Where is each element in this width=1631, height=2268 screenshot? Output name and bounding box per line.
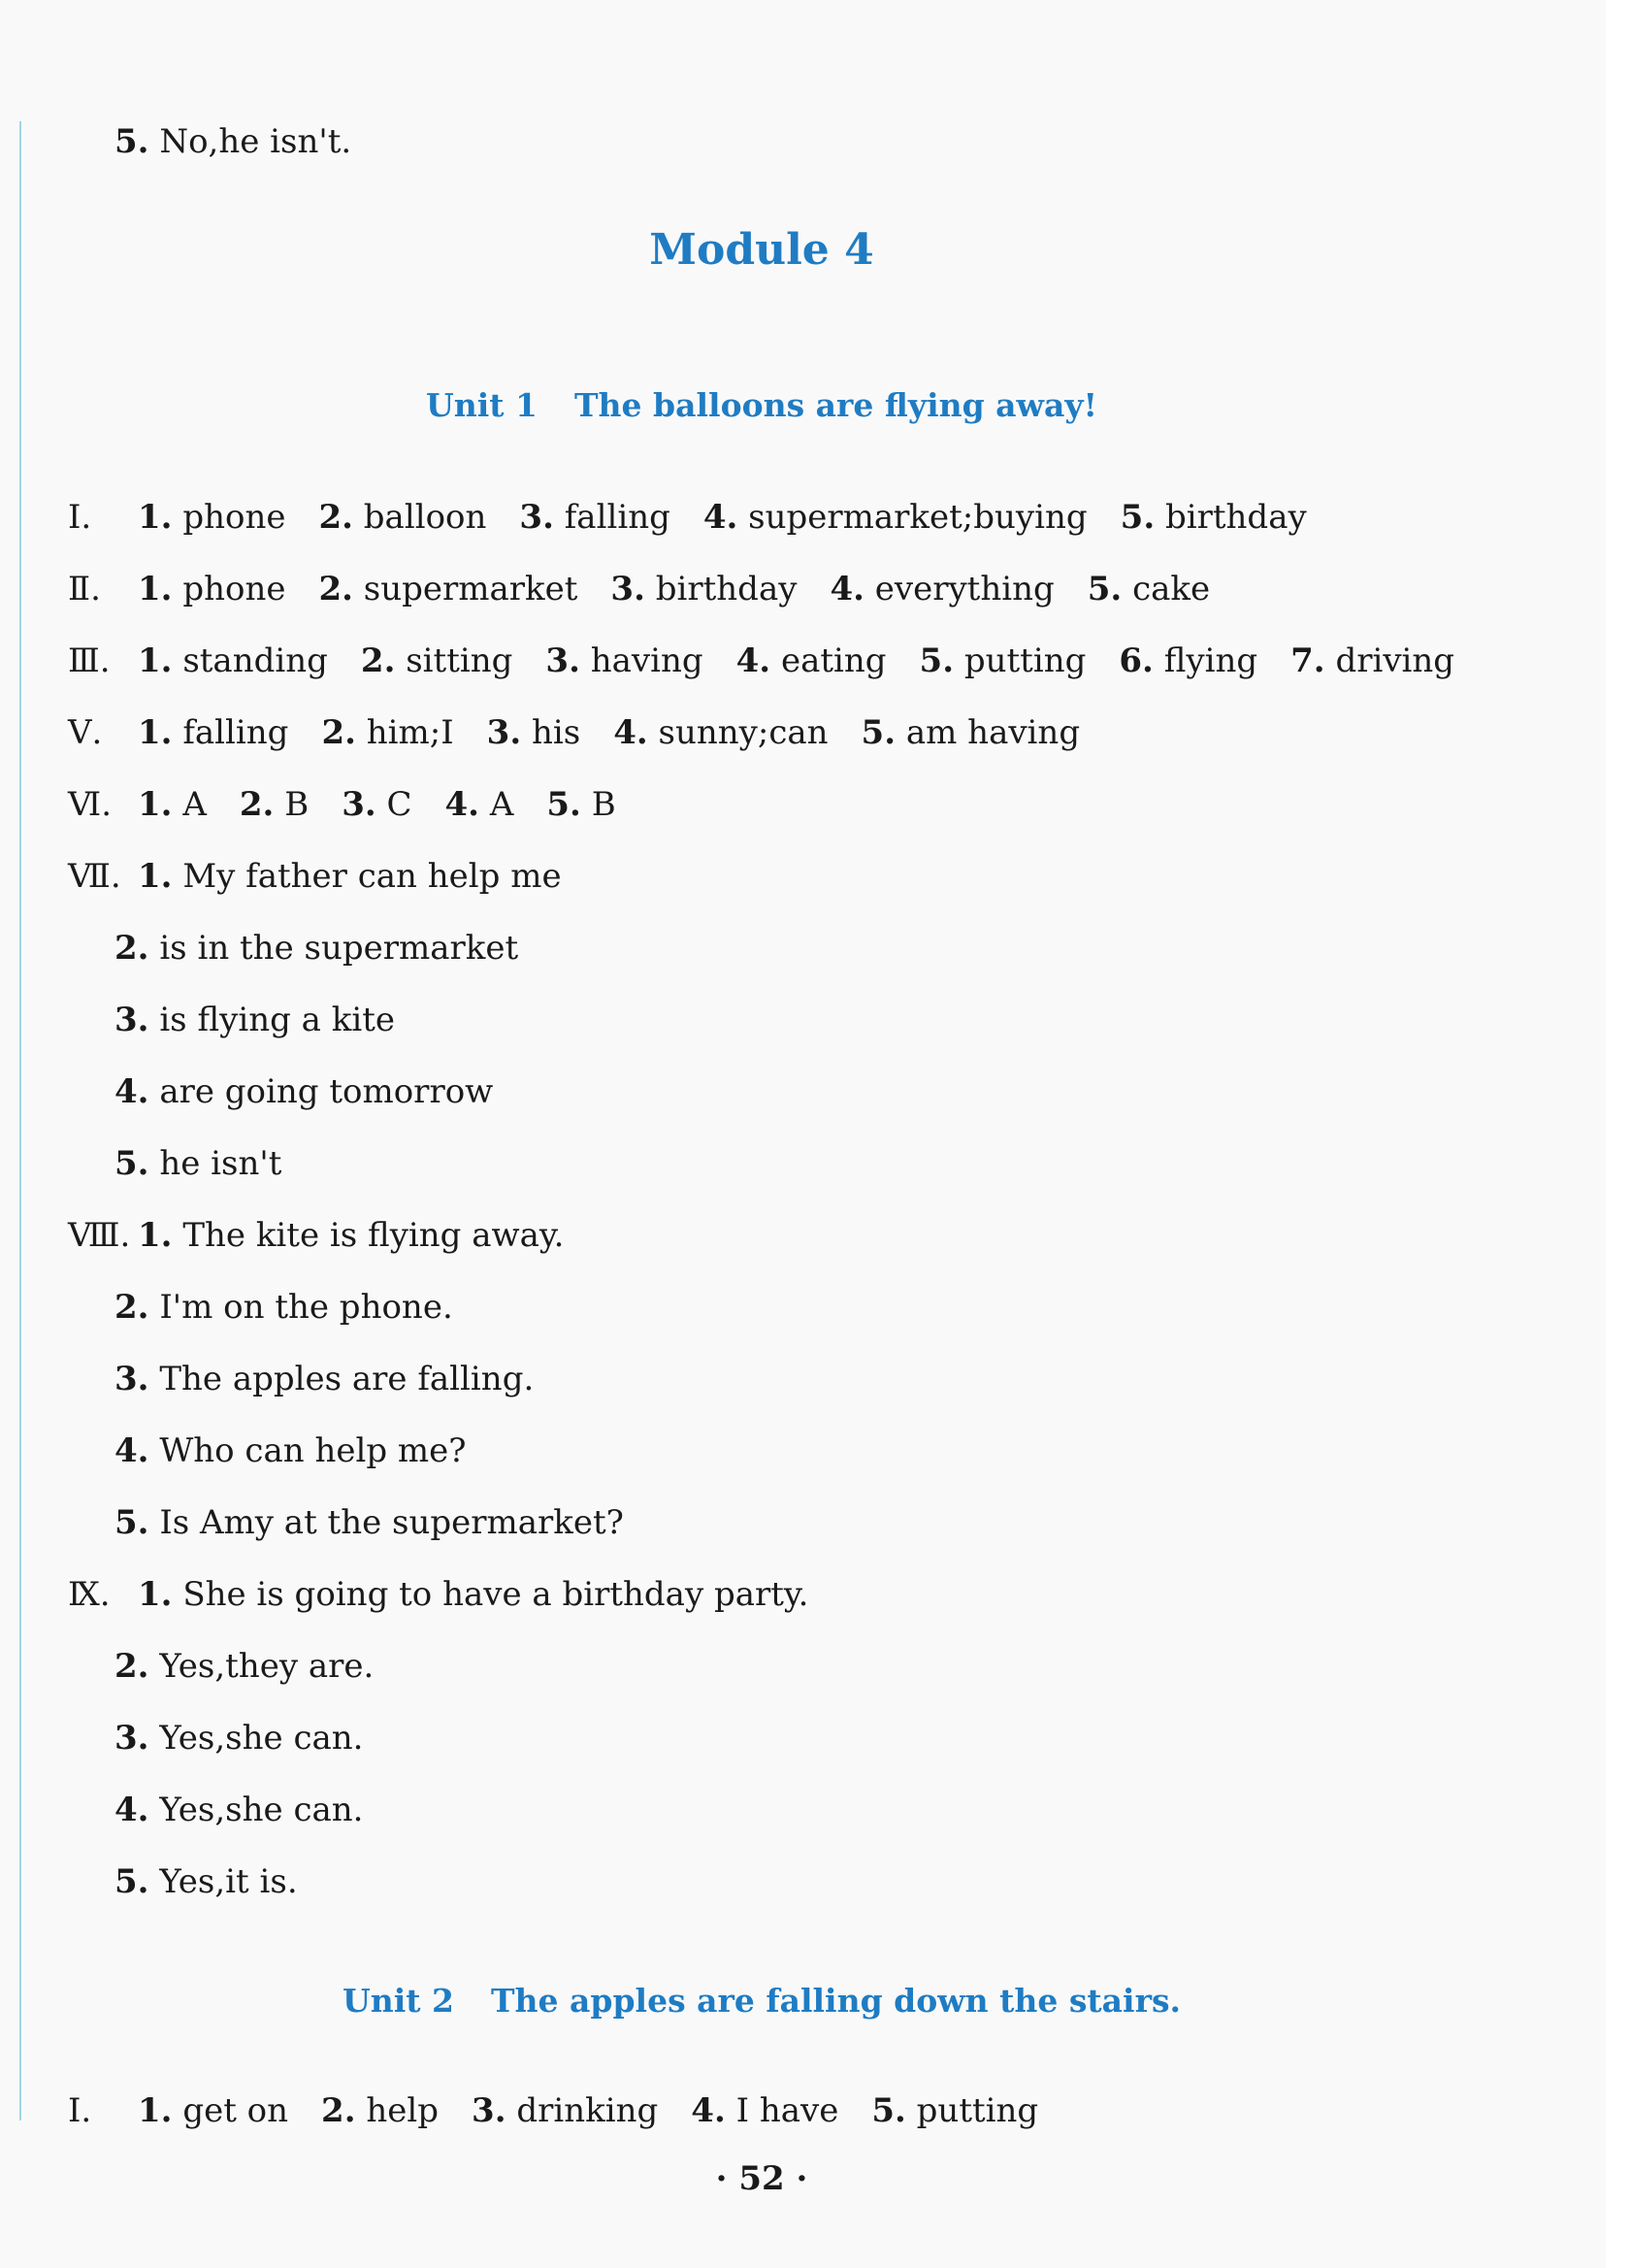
section-numeral: Ⅰ. <box>68 2091 92 2130</box>
item-number: 4. <box>691 2091 726 2130</box>
answer-item <box>920 641 1087 680</box>
section-line <box>68 497 1307 538</box>
item-number: 3. <box>114 1719 149 1758</box>
item-number: 2. <box>114 929 149 968</box>
section-numeral: Ⅸ. <box>68 1575 111 1614</box>
answer-item <box>1119 641 1257 680</box>
item-number: 1. <box>138 1216 173 1255</box>
section-line <box>68 2090 1038 2131</box>
item-number: 5. <box>114 1862 149 1901</box>
item-number: 1. <box>138 2091 173 2130</box>
answer-line <box>114 1790 363 1830</box>
item-text: his <box>531 713 581 752</box>
item-text: am having <box>905 713 1081 752</box>
item-text: standing <box>182 641 328 680</box>
item-number: 3. <box>519 498 554 537</box>
answer-item <box>736 641 887 680</box>
answer-line <box>114 1071 493 1112</box>
item-number: 1. <box>138 498 173 537</box>
item-text: is in the supermarket <box>159 929 519 968</box>
item-number: 2. <box>239 785 275 824</box>
item-text: Who can help me? <box>159 1431 467 1470</box>
answer-item <box>487 713 581 752</box>
item-number: 3. <box>545 641 580 680</box>
item-text: birthday <box>655 570 798 608</box>
item-text: No,he isn't. <box>159 122 352 161</box>
item-number: 5. <box>1087 570 1123 608</box>
item-text: supermarket;buying <box>748 498 1088 537</box>
item-text: I'm on the phone. <box>159 1288 453 1327</box>
unit-label: Unit 1 <box>425 386 538 424</box>
item-text: driving <box>1335 641 1455 680</box>
item-text: C <box>386 785 412 824</box>
page-number: · 52 · <box>715 2159 808 2198</box>
answer-line <box>114 1646 374 1687</box>
item-text: B <box>591 785 616 824</box>
section-numeral: Ⅷ. <box>68 1216 131 1255</box>
answer-line <box>114 1718 363 1759</box>
section-numeral: Ⅵ. <box>68 785 113 824</box>
answer-item <box>1290 641 1454 680</box>
item-text: him;I <box>366 713 454 752</box>
item-text: falling <box>182 713 289 752</box>
item-text: drinking <box>516 2091 659 2130</box>
answer-item <box>321 713 453 752</box>
item-text: Yes,she can. <box>159 1791 364 1829</box>
item-number: 1. <box>138 641 173 680</box>
item-text: birthday <box>1164 498 1307 537</box>
item-text: get on <box>182 2091 289 2130</box>
answer-item <box>138 570 285 608</box>
item-number: 4. <box>114 1791 149 1829</box>
item-number: 2. <box>114 1647 149 1686</box>
answer-item <box>138 641 328 680</box>
item-number: 3. <box>342 785 376 824</box>
item-text: putting <box>963 641 1087 680</box>
answer-line <box>114 1861 298 1902</box>
section-numeral: Ⅶ. <box>68 857 121 896</box>
item-text: eating <box>780 641 887 680</box>
item-number: 4. <box>114 1431 149 1470</box>
answer-item <box>472 2091 658 2130</box>
item-text: flying <box>1163 641 1258 680</box>
answer-item <box>1088 570 1210 608</box>
answer-item <box>703 498 1088 537</box>
item-text: supermarket <box>363 570 578 608</box>
item-text: B <box>284 785 310 824</box>
answer-item <box>138 785 207 824</box>
answer-item <box>138 498 285 537</box>
item-number: 4. <box>702 498 738 537</box>
item-number: 1. <box>138 570 173 608</box>
answer-item <box>1121 498 1307 537</box>
item-text: putting <box>916 2091 1039 2130</box>
item-text: is flying a kite <box>159 1001 396 1039</box>
unit-title: The balloons are flying away! <box>574 386 1097 424</box>
item-text: having <box>590 641 703 680</box>
section-numeral: Ⅱ. <box>68 570 101 608</box>
section-line <box>68 1574 808 1615</box>
item-text: A <box>182 785 207 824</box>
item-text: Yes,she can. <box>159 1719 364 1758</box>
item-number: 5. <box>871 2091 906 2130</box>
item-text: Yes,it is. <box>159 1862 298 1901</box>
section-line <box>68 856 562 897</box>
item-text: falling <box>564 498 670 537</box>
answer-item <box>545 641 702 680</box>
item-text: phone <box>182 498 286 537</box>
module-title: Module 4 <box>649 225 874 275</box>
item-text: My father can help me <box>182 857 562 896</box>
item-number: 4. <box>735 641 771 680</box>
item-number: 1. <box>138 1575 173 1614</box>
unit-title: The apples are falling down the stairs. <box>490 1982 1182 2020</box>
item-text: Is Amy at the supermarket? <box>159 1503 624 1542</box>
item-number: 4. <box>114 1072 149 1111</box>
item-number: 2. <box>360 641 396 680</box>
answer-item <box>519 498 669 537</box>
item-number: 4. <box>444 785 480 824</box>
item-text: he isn't <box>159 1144 282 1183</box>
answer-item <box>318 570 577 608</box>
answer-item <box>546 785 615 824</box>
answer-item <box>361 641 513 680</box>
item-number: 3. <box>486 713 522 752</box>
item-text: I have <box>735 2091 839 2130</box>
item-number: 1. <box>138 785 173 824</box>
item-number: 3. <box>114 1001 149 1039</box>
item-number: 2. <box>321 713 356 752</box>
item-number: 1. <box>138 713 173 752</box>
section-line <box>68 1215 564 1256</box>
section-line <box>68 569 1210 609</box>
item-text: The kite is flying away. <box>182 1216 565 1255</box>
answer-item <box>138 713 288 752</box>
item-number: 3. <box>610 570 645 608</box>
item-text: A <box>489 785 514 824</box>
answer-item <box>871 2091 1038 2130</box>
item-number: 5. <box>114 1144 149 1183</box>
answer-item <box>613 713 828 752</box>
item-number: 7. <box>1290 641 1325 680</box>
answer-line <box>114 1502 624 1543</box>
answer-line <box>114 1359 534 1399</box>
item-number: 2. <box>321 2091 356 2130</box>
answer-line <box>114 1143 281 1184</box>
section-numeral: Ⅰ. <box>68 498 92 537</box>
answer-item <box>830 570 1054 608</box>
answer-line <box>114 928 518 969</box>
answer-item <box>342 785 411 824</box>
item-number: 5. <box>114 122 149 161</box>
section-numeral: Ⅲ. <box>68 641 111 680</box>
answer-item <box>240 785 309 824</box>
item-number: 3. <box>114 1360 149 1398</box>
item-text: The apples are falling. <box>159 1360 535 1398</box>
item-text: phone <box>182 570 286 608</box>
item-number: 5. <box>861 713 897 752</box>
answer-line <box>114 1000 395 1040</box>
item-number: 1. <box>138 857 173 896</box>
answer-item <box>321 2091 439 2130</box>
item-text: She is going to have a birthday party. <box>182 1575 809 1614</box>
item-text: cake <box>1132 570 1211 608</box>
unit-heading <box>0 1982 1523 2020</box>
section-line <box>68 641 1454 681</box>
item-number: 4. <box>613 713 648 752</box>
answer-item <box>318 498 486 537</box>
answer-item <box>862 713 1081 752</box>
item-number: 5. <box>919 641 955 680</box>
answer-item <box>691 2091 838 2130</box>
item-number: 4. <box>830 570 864 608</box>
item-number: 5. <box>114 1503 149 1542</box>
item-text: are going tomorrow <box>159 1072 494 1111</box>
item-text: everything <box>874 570 1055 608</box>
item-number: 2. <box>318 570 353 608</box>
item-text: sunny;can <box>658 713 829 752</box>
answer-item <box>138 2091 288 2130</box>
item-number: 6. <box>1119 641 1154 680</box>
answer-line <box>114 1287 453 1328</box>
unit-label: Unit 2 <box>342 1982 454 2020</box>
item-text: sitting <box>406 641 513 680</box>
item-text: help <box>366 2091 440 2130</box>
unit-heading <box>0 386 1523 424</box>
item-number: 2. <box>114 1288 149 1327</box>
item-number: 3. <box>472 2091 506 2130</box>
item-number: 5. <box>1120 498 1156 537</box>
answer-line <box>114 1430 467 1471</box>
item-number: 2. <box>318 498 353 537</box>
item-text: balloon <box>363 498 487 537</box>
section-line <box>68 712 1080 753</box>
item-text: Yes,they are. <box>159 1647 375 1686</box>
item-number: 5. <box>546 785 581 824</box>
section-numeral: Ⅴ. <box>68 713 103 752</box>
answer-item <box>445 785 514 824</box>
answer-item <box>610 570 797 608</box>
answer-line <box>114 121 351 162</box>
section-line <box>68 784 616 825</box>
